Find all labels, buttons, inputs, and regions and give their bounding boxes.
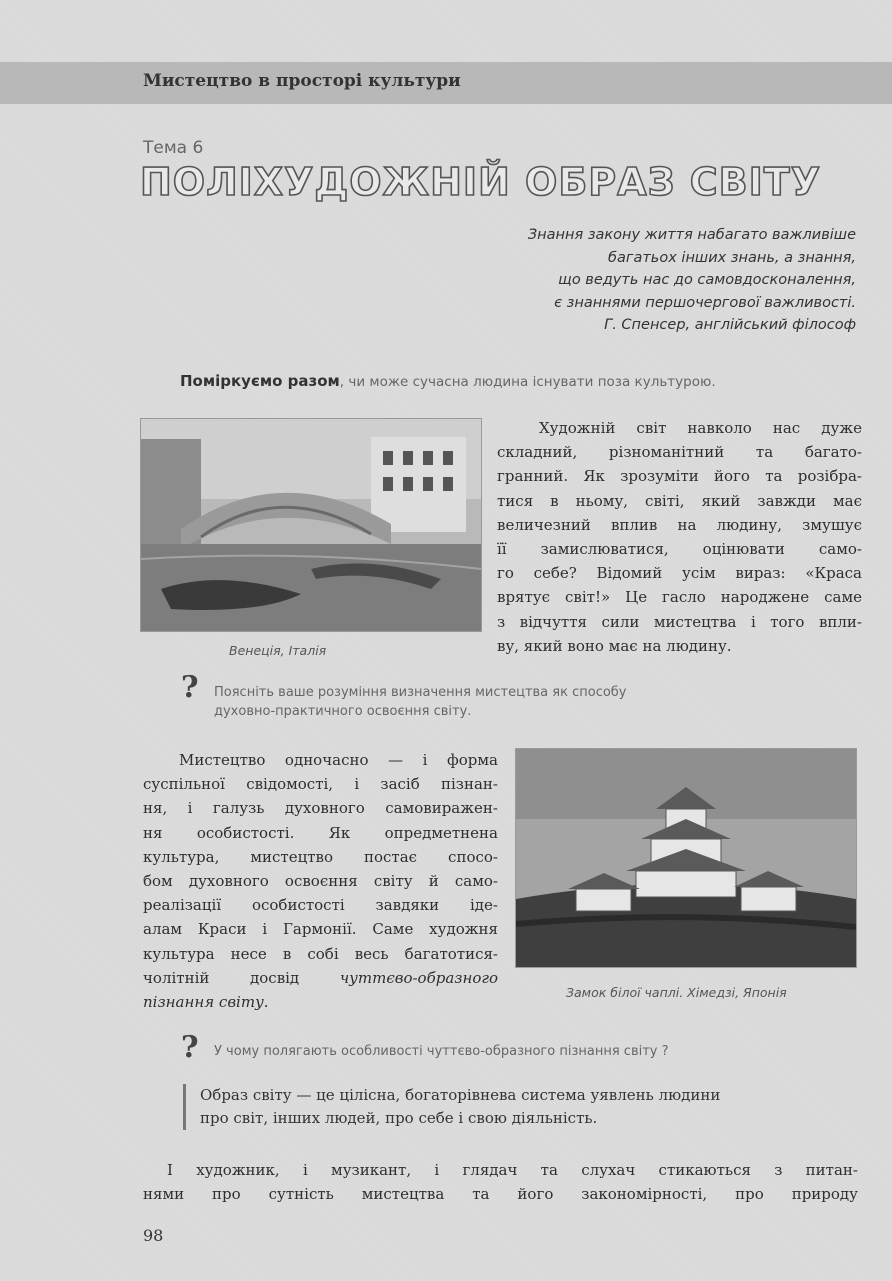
- think-together-bold: Поміркуємо разом: [180, 372, 340, 390]
- castle-image: [515, 748, 857, 968]
- text-line: величезний вплив на людину, змушує: [497, 515, 862, 534]
- definition-world-image: [183, 1084, 860, 1130]
- epigraph-author: Г. Спенсер, англійський філософ: [604, 317, 856, 333]
- question-sensory-cognition: [214, 1042, 669, 1061]
- text-line: реалізації особистості завдяки іде-: [143, 896, 498, 915]
- text-line: Мистецтво одночасно — і форма: [179, 751, 498, 769]
- question-mark-icon: ?: [181, 1030, 199, 1065]
- epigraph-line: є знаннями першочергової важливості.: [554, 294, 856, 311]
- text-line: [143, 990, 498, 1014]
- think-together-text: , чи може сучасна людина існувати поза культурою.: [339, 374, 716, 390]
- definition-line: Образ світу — це цілісна, богаторівнева система уявлень людини: [200, 1086, 721, 1104]
- question-line: духовно-практичного освоєння світу.: [214, 704, 472, 719]
- text-line: її замислюватися, оцінювати само-: [497, 540, 862, 559]
- epigraph-line: що ведуть нас до самовдосконалення,: [558, 272, 856, 288]
- question-line: Поясніть ваше розуміння визначення мистецтва як способу: [214, 685, 627, 700]
- italic-span: чуттєво-образного: [339, 968, 498, 987]
- paragraph-artistic-world: [497, 416, 862, 658]
- paragraph-art-form: [143, 748, 498, 1014]
- text-line: складний, різноманітний та багато-: [497, 443, 862, 462]
- epigraph-line: Знання закону життя набагато важливіше: [527, 227, 856, 243]
- text-line: з відчуття сили мистецтва і того впли-: [497, 612, 862, 631]
- text-line: тися в ньому, світі, який завжди має: [497, 491, 862, 510]
- text-line: культура несе в собі весь багатотися-: [143, 944, 498, 963]
- text-line: І художник, і музикант, і глядач та слухач стикаються з питан-: [167, 1161, 858, 1179]
- epigraph: [396, 224, 856, 337]
- text-span: чолітній досвід: [143, 968, 300, 987]
- venice-caption: Венеція, Італія: [229, 643, 327, 658]
- running-head: Мистецтво в просторі культури: [143, 71, 461, 91]
- question-art-definition: [214, 683, 627, 721]
- text-line: ня особистості. Як опредметнена: [143, 823, 498, 842]
- text-line: го себе? Відомий усім вираз: «Краса: [497, 564, 862, 583]
- paragraph-artist-musician: [143, 1158, 858, 1206]
- question-line: У чому полягають особливості чуттєво-образного пізнання світу ?: [214, 1044, 669, 1059]
- castle-caption: Замок білої чаплі. Хімедзі, Японія: [566, 985, 787, 1000]
- venice-illustration: [141, 419, 481, 631]
- text-span: .: [263, 993, 269, 1012]
- castle-illustration: [516, 749, 856, 967]
- definition-line: про світ, інших людей, про себе і свою діяльність.: [200, 1109, 598, 1127]
- epigraph-line: багатьох інших знань, а знання,: [608, 249, 856, 266]
- topic-label: Тема 6: [143, 138, 204, 158]
- topic-title: ПОЛІХУДОЖНІЙ ОБРАЗ СВІТУ: [140, 160, 822, 204]
- italic-span: пізнання світу: [143, 993, 264, 1012]
- text-line: нями про сутність мистецтва та його закономірності, про природу: [143, 1185, 858, 1204]
- text-line: суспільної свідомості, і засіб пізнан-: [143, 775, 498, 794]
- think-together: [180, 372, 716, 390]
- page-number: 98: [143, 1226, 164, 1245]
- text-line: [143, 966, 498, 990]
- text-line: ня, і галузь духовного самовиражен-: [143, 799, 498, 818]
- text-line: алам Краси і Гармонії. Саме художня: [143, 920, 498, 939]
- text-line: культура, мистецтво постає спосо-: [143, 847, 498, 866]
- text-line: Художній світ навколо нас дуже: [539, 419, 862, 437]
- question-mark-icon: ?: [181, 670, 199, 705]
- venice-image: [140, 418, 482, 632]
- text-line: врятує світ!» Це гасло народжене саме: [497, 588, 862, 607]
- text-line: ву, який воно має на людину.: [497, 636, 732, 655]
- text-line: бом духовного освоєння світу й само-: [143, 872, 498, 891]
- text-line: гранний. Як зрозуміти його та розібра-: [497, 467, 862, 486]
